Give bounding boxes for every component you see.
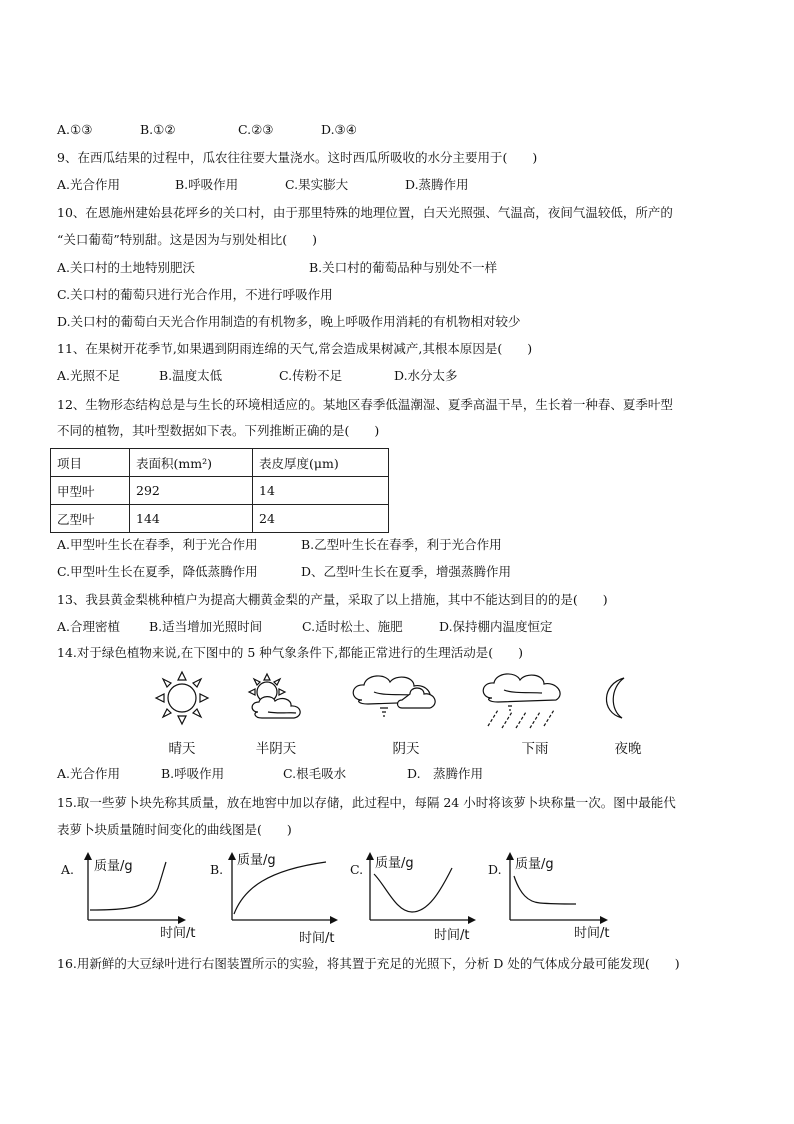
graph-b-letter: B. [210,862,224,877]
q13-option-c: C.适时松土、施肥 [302,619,403,634]
table-header-row [51,449,389,477]
cloudy-icon [353,676,435,716]
graph-c-ylabel: 质量/g [375,856,414,871]
q14-option-b: B.呼吸作用 [161,766,225,781]
table-header-cell: 表皮厚度(μm) [253,449,389,477]
weather-label-night: 夜晚 [614,741,642,757]
q15-stem-line2: 表萝卜块质量随时间变化的曲线图是( ) [57,822,292,837]
table-row [51,477,389,505]
q12-option-b: B.乙型叶生长在春季，利于光合作用 [301,537,502,552]
graph-c-letter: C. [350,862,364,877]
q9-stem: 9、在西瓜结果的过程中，瓜农往往要大量浇水。这时西瓜所吸收的水分主要用于( ) [57,150,538,165]
q11-option-a: A.光照不足 [57,368,121,383]
q8-option-d: D.③④ [321,122,357,137]
table-cell: 甲型叶 [51,477,130,505]
q12-stem-line1: 12、生物形态结构总是与生长的环境相适应的。某地区春季低温潮湿、夏季高温干旱，生长着一种春、夏季叶型 [57,397,673,412]
weather-figure [140,668,660,732]
q14-option-c: C.根毛吸水 [283,766,347,781]
graph-d-curve [514,876,576,904]
q13-option-a: A.合理密植 [57,619,121,634]
q12-option-c: C.甲型叶生长在夏季，降低蒸腾作用 [57,564,258,579]
rain-icon [483,674,560,728]
graph-c-xlabel: 时间/t [434,928,470,943]
table-cell: 292 [130,477,253,505]
graph-d-ylabel: 质量/g [515,857,554,872]
graph-d-letter: D. [488,862,502,877]
table-row [51,505,389,533]
table-cell: 乙型叶 [51,505,130,533]
q11-option-c: C.传粉不足 [279,368,343,383]
q15-stem-line1: 15.取一些萝卜块先称其质量，放在地窖中加以存储，此过程中，每隔 24 小时将该萝卜块称量一次。图中最能代 [57,795,676,810]
q16-stem: 16.用新鲜的大豆绿叶进行右图装置所示的实验，将其置于充足的光照下，分析 D 处的气体成分最可能发现( ) [57,956,680,971]
table-header-cell: 表面积(mm²) [130,449,253,477]
q10-option-d: D.关口村的葡萄白天光合作用制造的有机物多，晚上呼吸作用消耗的有机物相对较少 [57,314,521,329]
q12-option-a: A.甲型叶生长在春季，利于光合作用 [57,537,258,552]
weather-label-partly-cloudy: 半阴天 [255,741,297,757]
graph-a-letter: A. [61,862,75,877]
q12-stem-line2: 不同的植物，其叶型数据如下表。下列推断正确的是( ) [57,423,380,438]
table-header-cell: 项目 [51,449,130,477]
graph-d-xlabel: 时间/t [574,926,610,941]
weather-label-rain: 下雨 [521,741,549,757]
table-cell: 144 [130,505,253,533]
q10-stem-line1: 10、在恩施州建始县花坪乡的关口村，由于那里特殊的地理位置，白天光照强、气温高，夜间气温较低，所产的 [57,205,673,220]
graph-c-curve [374,868,452,912]
q10-option-c: C.关口村的葡萄只进行光合作用，不进行呼吸作用 [57,287,333,302]
leaf-data-table [50,448,389,533]
graph-b-xlabel: 时间/t [299,931,335,946]
q14-option-d: D. 蒸腾作用 [407,766,484,781]
table-cell: 24 [253,505,389,533]
q13-stem: 13、我县黄金梨桃种植户为提高大棚黄金梨的产量，采取了以上措施，其中不能达到目的的是( ) [57,592,608,607]
sun-icon [156,672,208,724]
q10-stem-line2: “关口葡萄”特别甜。这是因为与别处相比( ) [57,232,318,247]
partly-cloudy-icon [249,674,300,718]
graph-b-curve [234,862,326,914]
moon-icon [606,678,624,718]
q13-option-d: D.保持棚内温度恒定 [439,619,553,634]
weather-label-sunny: 晴天 [168,741,196,757]
q11-option-d: D.水分太多 [394,368,458,383]
q11-option-b: B.温度太低 [159,368,223,383]
q10-option-b: B.关口村的葡萄品种与别处不一样 [309,260,498,275]
weather-label-cloudy: 阴天 [392,741,420,757]
q14-stem: 14.对于绿色植物来说,在下图中的 5 种气象条件下,都能正常进行的生理活动是( ) [57,645,523,660]
graph-a-ylabel: 质量/g [94,859,133,874]
q9-option-b: B.呼吸作用 [175,177,239,192]
q13-option-b: B.适当增加光照时间 [149,619,263,634]
graph-a-xlabel: 时间/t [160,926,196,941]
table-cell: 14 [253,477,389,505]
q14-option-a: A.光合作用 [57,766,121,781]
q12-option-d: D、乙型叶生长在夏季，增强蒸腾作用 [301,564,512,579]
q10-option-a: A.关口村的土地特别肥沃 [57,260,196,275]
q9-option-a: A.光合作用 [57,177,121,192]
q11-stem: 11、在果树开花季节,如果遇到阴雨连绵的天气,常会造成果树减产,其根本原因是( ) [57,341,533,356]
q9-option-d: D.蒸腾作用 [405,177,469,192]
q8-option-b: B.①② [140,122,176,137]
graph-b-ylabel: 质量/g [237,853,276,868]
q8-option-c: C.②③ [238,122,274,137]
q8-option-a: A.①③ [57,122,93,137]
q9-option-c: C.果实膨大 [285,177,349,192]
